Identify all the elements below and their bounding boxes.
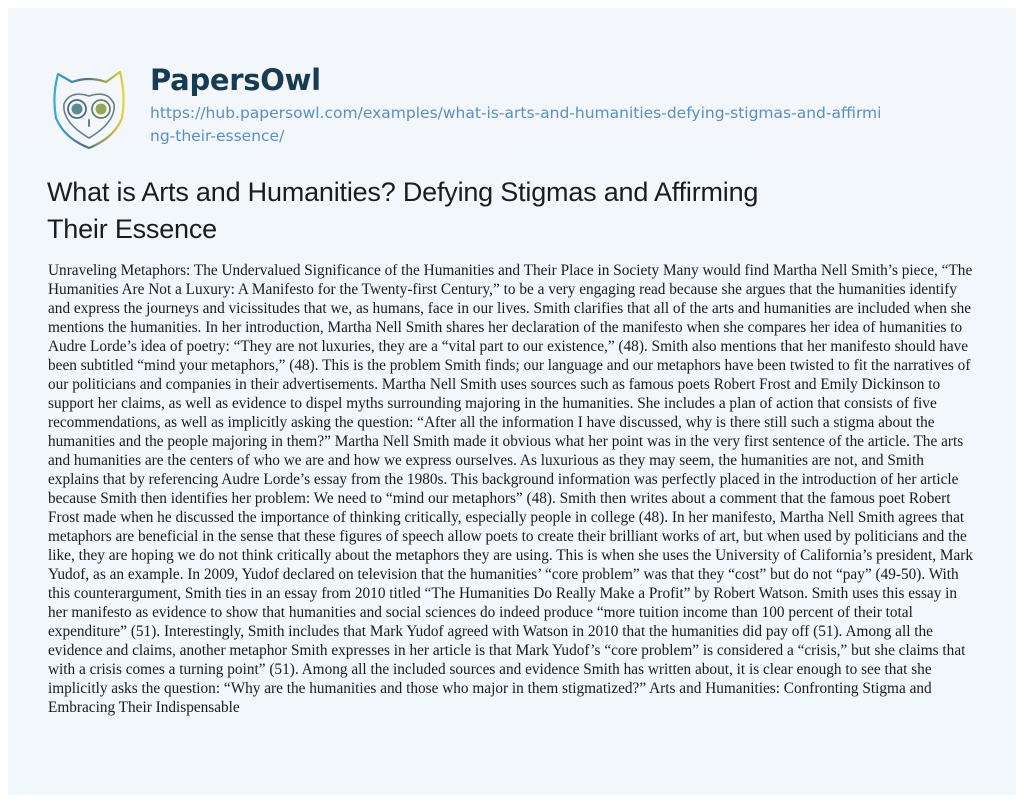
site-header — [50, 62, 890, 152]
essay-body: Unraveling Metaphors: The Undervalued Significance of the Humanities and Their Place in Society Many would find Martha Nell Smith’s piece, “The Humanities Are Not a Luxury: A Manifesto for the Twenty-first Century,” to be a very engaging read because she argues that the humanities identify and express the journeys and vicissitudes that we, as humans, face in our lives. Smith clarifies that all of the arts and humanities are included when she mentions the humanities. In her introduction, Martha Nell Smith shares her declaration of the manifesto when she compares her idea of humanities to Audre Lorde’s idea of poetry: “They are not luxuries, they are a “vital part to our existence,” (48). Smith also mentions that her manifesto should have been subtitled “mind your metaphors,” (48). This is the problem Smith finds; our language and our metaphors have been twisted to fit the narratives of our politicians and companies in their advertisements. Martha Nell Smith uses sources such as famous poets Robert Frost and Emily Dickinson to support her claims, as well as evidence to dispel myths surrounding majoring in the humanities. She includes a plan of action that consists of five recommendations, as well as implicitly asking the question: “After all the information I have discussed, why is there still such a stigma about the humanities and the people majoring in them?” Martha Nell Smith made it obvious what her point was in the very first sentence of the article. The arts and humanities are the centers of who we are and how we express ourselves. As luxurious as they may seem, the humanities are not, and Smith explains that by referencing Audre Lorde’s essay from the 1980s. This background information was perfectly placed in the introduction of her article because Smith then identifies her problem: We need to “mind our metaphors” (48). Smith then writes about a comment that the famous poet Robert Frost made when he discussed the importance of thinking critically, especially people in college (48). In her manifesto, Martha Nell Smith agrees that metaphors are beneficial in the sense that these figures of speech allow poets to create their brilliant works of art, but when used by politicians and the like, they are hoping we do not think critically about the metaphors they are using. This is when she uses the University of California’s president, Mark Yudof, as an example. In 2009, Yudof declared on television that the humanities’ “core problem” was that they “cost” but do not “pay” (49-50). With this counterargument, Smith ties in an essay from 2010 titled “The Humanities Do Really Make a Profit” by Robert Watson. Smith uses this essay in her manifesto as evidence to show that humanities and social sciences do indeed produce “more tuition income than 100 percent of their total expenditure” (51). Interestingly, Smith includes that Mark Yudof agreed with Watson in 2010 that the humanities did pay off (51). Among all the evidence and claims, another metaphor Smith expresses in her article is that Mark Yudof’s “core problem” is considered a “crisis,” but she claims that with a crisis comes a turning point” (51). Among all the included sources and evidence Smith has written about, it is clear enough to see that she implicitly asks the question: “Why are the humanities and those who major in them stigmatized?” Arts and Humanities: Confronting Stigma and Embracing Their Indispensable — [48, 262, 973, 716]
brand-block — [150, 62, 890, 148]
source-url-link[interactable]: https://hub.papersowl.com/examples/what-is-arts-and-humanities-defying-stigmas-and-affirming-their-essence/ — [150, 104, 882, 145]
owl-logo-icon — [50, 66, 128, 152]
brand-name: PapersOwl — [150, 63, 321, 97]
page-title: What is Arts and Humanities? Defying Stigmas and Affirming Their Essence — [47, 177, 759, 244]
